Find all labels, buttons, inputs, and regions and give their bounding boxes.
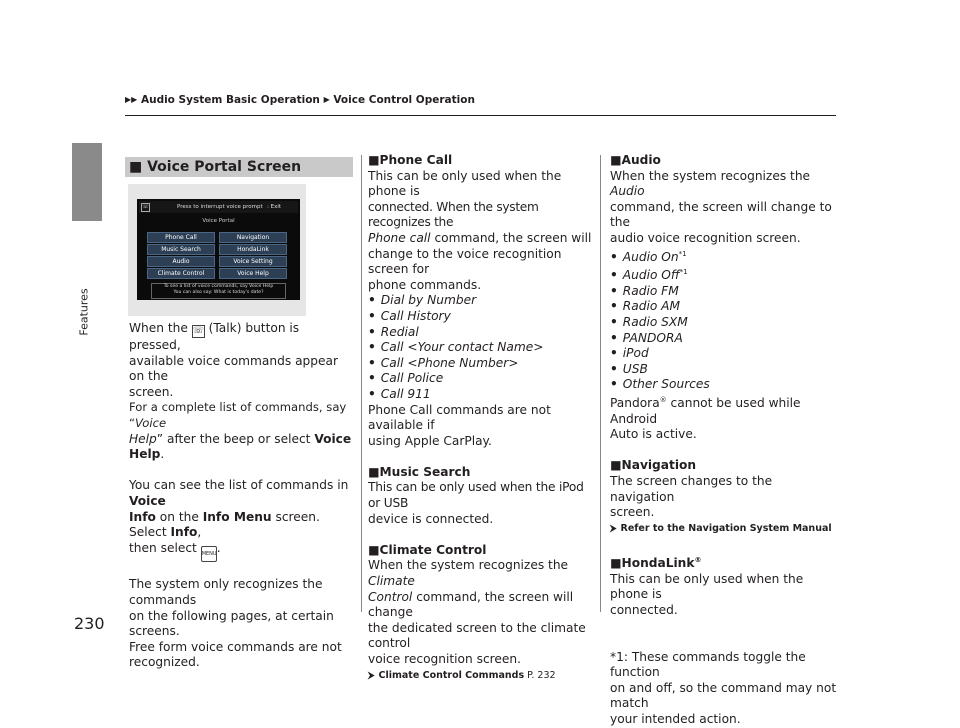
screen-button: Phone Call [147, 232, 215, 243]
section-tab [72, 143, 102, 221]
text: When the [129, 321, 192, 335]
text: Voice [135, 415, 167, 430]
text: the dedicated screen to the climate control [368, 620, 586, 651]
breadcrumb-item-audio[interactable]: Audio System Basic Operation [140, 94, 320, 106]
text: available voice commands appear on the [129, 353, 338, 384]
list-item [610, 265, 840, 284]
list-item: • USB [610, 362, 840, 378]
reference-arrow-icon: ⮞ [368, 670, 375, 681]
text: your intended action. [610, 712, 741, 727]
text: To see a list of voice commands, say Voice Help [163, 284, 274, 289]
text: When the system recognizes the [368, 558, 569, 573]
text: ® [694, 556, 702, 565]
text: The system only recognizes the commands [129, 577, 323, 607]
list-item: • Radio FM [610, 284, 840, 300]
list-item [610, 247, 840, 266]
arrow-icon: ▶ [323, 95, 330, 104]
list-item: • Dial by Number [368, 293, 598, 309]
list-item: • Call <Your contact Name> [368, 340, 598, 356]
list-item: • Call <Phone Number> [368, 356, 598, 372]
screen-button: HondaLink [219, 244, 287, 255]
text: device is connected. [368, 511, 494, 526]
text: Navigation [621, 458, 697, 473]
text: screen. [610, 505, 655, 520]
screen-button: Voice Help [219, 268, 287, 279]
navigation-heading: ■Navigation [610, 458, 697, 473]
text: Help [129, 431, 157, 446]
text: connected. When the system recognizes the [368, 199, 539, 230]
text: When the system recognizes the [610, 168, 811, 183]
text: command, the screen will change [368, 589, 574, 620]
menu-button-icon: MENU [201, 546, 217, 562]
text: Voice Help [129, 431, 352, 462]
text: then select [129, 540, 201, 555]
text: Phone Call [379, 153, 453, 167]
text: You can also say: What is today's date? [173, 290, 264, 296]
text: Free form voice commands are not [129, 639, 342, 654]
text: Climate [368, 574, 415, 589]
text: Control [368, 589, 413, 604]
text: command, the screen will change to the [610, 199, 832, 230]
column-2-body [368, 153, 598, 684]
text: Info Menu [202, 509, 272, 524]
screen-subtitle: Voice Portal [202, 218, 235, 224]
list-item: • Radio AM [610, 299, 840, 315]
text: on and off, so the command may not match [610, 680, 837, 711]
text: change to the voice recognition screen for [368, 246, 562, 277]
climate-commands-link[interactable] [368, 668, 598, 685]
text: connected. [610, 602, 678, 617]
text: Info [170, 525, 198, 540]
screen-top-bar [139, 201, 298, 213]
text: screen. [129, 384, 174, 399]
text: This can be only used when the iPod or USB [368, 480, 584, 511]
text: Audio On [622, 249, 679, 264]
column-divider [361, 155, 362, 612]
phone-command-list [368, 293, 598, 402]
text: You can see the list of commands in [129, 478, 349, 493]
breadcrumb-item-voice[interactable]: Voice Control Operation [333, 94, 475, 106]
text: *1 [678, 249, 687, 258]
side-label: Features [77, 288, 91, 336]
text: Voice Portal Screen [147, 159, 302, 175]
climate-control-heading: ■Climate Control [368, 542, 487, 557]
list-item: • Call History [368, 309, 598, 325]
text: cannot be used while Android [610, 396, 801, 426]
screen-footer [151, 283, 286, 299]
text: Audio Off [622, 268, 680, 283]
text: Auto is active. [610, 427, 697, 442]
list-item: • Call Police [368, 371, 598, 387]
text: on the following pages, at certain screens. [129, 608, 334, 639]
list-item: • Call 911 [368, 387, 598, 403]
text: Pandora [610, 396, 660, 411]
text: audio voice recognition screen. [610, 230, 801, 245]
reference-arrow-icon: ⮞ [610, 523, 617, 534]
list-item: • Radio SXM [610, 315, 840, 331]
column-3-body [610, 153, 840, 728]
screen-button: Audio [147, 256, 215, 267]
text: Press to interrupt voice prompt [177, 204, 263, 210]
text: *1 [679, 268, 688, 277]
text: For a complete list of commands, say “ [129, 400, 347, 430]
breadcrumb [125, 94, 475, 106]
navigation-manual-link[interactable] [610, 521, 840, 538]
list-item: • iPod [610, 346, 840, 362]
column-divider [600, 155, 601, 612]
list-item: • Other Sources [610, 377, 840, 393]
text: using Apple CarPlay. [368, 433, 492, 448]
square-bullet-icon: ■ [129, 159, 143, 175]
text: on the [155, 509, 203, 524]
text: This can be only used when the phone is [610, 571, 804, 602]
text: ” after the beep or select [156, 431, 315, 446]
text: Voice [129, 493, 166, 508]
audio-command-list [610, 247, 840, 393]
phone-call-heading: ■Phone Call [368, 153, 453, 167]
list-item: • Redial [368, 325, 598, 341]
text: Refer to the Navigation System Manual [620, 522, 832, 534]
text: phone commands. [368, 277, 482, 292]
text: Climate Control Commands [378, 669, 525, 681]
text: Audio [610, 184, 645, 199]
text: Phone call [368, 230, 431, 245]
list-item: • PANDORA [610, 331, 840, 347]
talk-button-icon: ☏ [192, 326, 205, 336]
text: recognized. [129, 655, 200, 670]
text: P. 232 [524, 669, 556, 681]
text: This can be only used when the phone is [368, 168, 562, 199]
text: : Exit [267, 204, 282, 210]
text: Info [129, 509, 156, 524]
arrow-icon: ▶▶ [125, 95, 138, 104]
screen-button: Voice Setting [219, 256, 287, 267]
text: screen. Select [129, 509, 320, 540]
screen-button: Navigation [219, 232, 287, 243]
section-title [125, 157, 353, 177]
screen-button: Climate Control [147, 268, 215, 279]
audio-heading: ■Audio [610, 153, 661, 167]
column-1-body: When the ☏ (Talk) button is pressed, available voice commands appear on the screen. For a complete list of commands, say “Voice Help” after the beep or select Voice Help. You can see the list of commands in Voice Info on the Info Menu screen. Select Info, then select MENU. The system only recognizes the commands on the following pages, at certain screens. Free form voice commands are not recognized. [129, 321, 354, 671]
hondalink-heading: ■HondaLink® [610, 556, 702, 571]
text: Audio [621, 153, 661, 167]
text: (Talk) button is pressed, [129, 321, 300, 352]
screen-button: Music Search [147, 244, 215, 255]
music-search-heading: ■Music Search [368, 464, 471, 479]
page-number: 230 [74, 614, 105, 633]
text: The screen changes to the navigation [610, 474, 773, 504]
text: ® [659, 396, 667, 405]
text: Climate Control [379, 542, 487, 557]
text: Phone Call commands are not available if [368, 402, 551, 433]
talk-icon: ☏ [142, 204, 149, 210]
text: HondaLink [621, 556, 695, 571]
text: voice recognition screen. [368, 652, 521, 666]
text: command, the screen will [430, 230, 592, 245]
header-rule [125, 115, 836, 116]
footnote: *1: These commands toggle the function [610, 649, 806, 680]
text: Music Search [379, 464, 471, 479]
voice-portal-screen [137, 199, 300, 300]
